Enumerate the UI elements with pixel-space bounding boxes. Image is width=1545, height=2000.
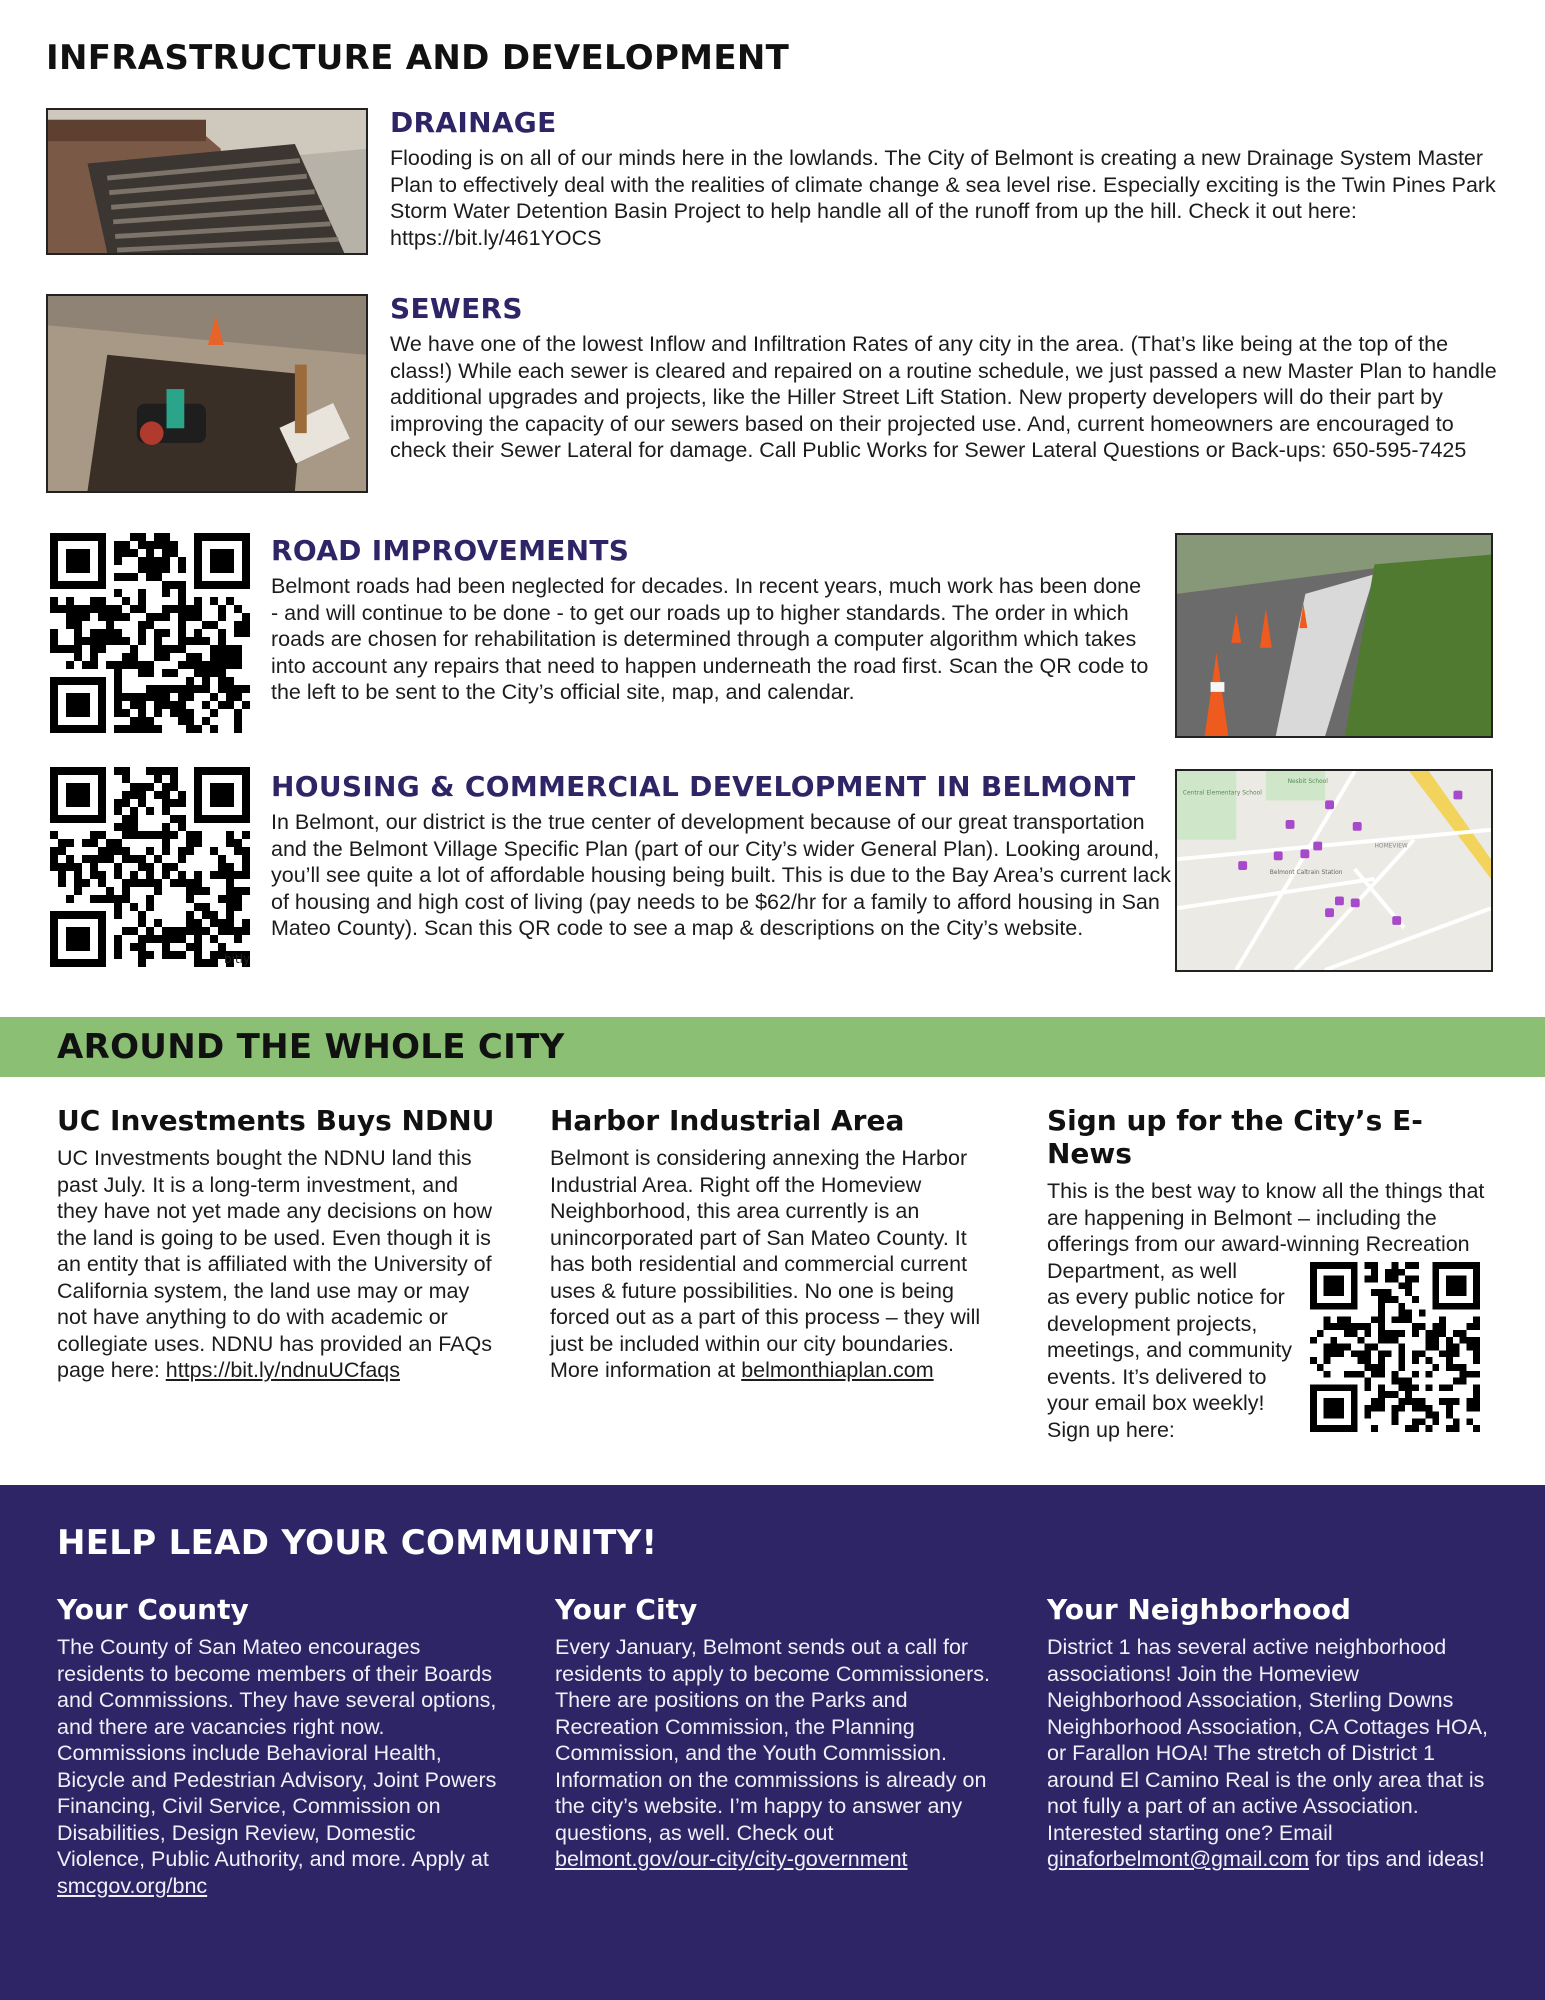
around-col-title: UC Investments Buys NDNU [57,1104,495,1137]
around-city-title: AROUND THE WHOLE CITY [57,1027,565,1067]
around-col-title: Sign up for the City’s E-News [1047,1104,1423,1170]
sewers-title: SEWERS [390,292,523,325]
smcgov-link[interactable]: smcgov.org/bnc [57,1873,208,1898]
help-col-body: Every January, Belmont sends out a call for residents to apply to become Commissioners. There are positions on the Parks and Recreation Commission, the Planning Commission, and the Youth Commission. Information on the commissions is already on the city’s website. I’m happy to answer any questions, as well. Check out [555,1635,990,1845]
road-improvements-body: Belmont roads had been neglected for decades. In recent years, much work has been done - and will continue to be done - to get our roads up to higher standards. The order in which roads are chosen for rehabilitation is determined through a computer algorithm which takes into account any repairs that need to happen underneath the road first. Scan the QR code to the left to be sent to the City’s official site, map, and calendar. [271,574,1149,704]
help-col-county [57,1593,497,1899]
help-col-body: District 1 has several active neighborhood associations! Join the Homeview Neighborhood Association, Sterling Downs Neighborhood Association, CA Cottages HOA, or Farallon HOA! The stretch of District 1 around El Camino Real is the only area that is not fully a part of an active Association. Interested starting one? Email [1047,1635,1489,1845]
qr-code-icon[interactable] [1310,1262,1480,1432]
enews-body-side: as every public notice for development projects, meetings, and community events. It’s delivered to your email box weekly! Sign up here: [1047,1285,1292,1442]
map-label-school: Nesbit School [1287,778,1328,785]
map-label-park: Central Elementary School [1182,790,1262,797]
map-label-neighborhood: HOMEVIEW [1374,843,1408,850]
email-link[interactable]: ginaforbelmont@gmail.com [1047,1847,1310,1871]
help-lead-section [0,1485,1545,2000]
help-col-neighborhood [1047,1593,1492,1873]
hia-plan-link[interactable]: belmonthiaplan.com [741,1358,934,1382]
help-col-title: Your County [57,1593,249,1626]
enews-body-top: This is the best way to know all the things that are happening in Belmont – including the offerings from our award-winning Recreation Department, as well [1047,1179,1485,1283]
road-improvements-title: ROAD IMPROVEMENTS [271,534,630,567]
sewer-excavation-photo [46,294,368,493]
help-col-tail: for tips and ideas! [1309,1847,1485,1871]
sewers-section [390,292,1500,464]
ndnu-faq-link[interactable]: https://bit.ly/ndnuUCfaqs [165,1358,401,1382]
help-col-title: Your Neighborhood [1047,1593,1351,1626]
housing-title: HOUSING & COMMERCIAL DEVELOPMENT IN BELMONT [271,770,1136,803]
help-lead-title: HELP LEAD YOUR COMMUNITY! [57,1523,658,1563]
development-map[interactable] [1175,769,1493,972]
belmont-gov-link[interactable]: belmont.gov/our-city/city-government [555,1847,908,1871]
around-col-body: Belmont is considering annexing the Harbor Industrial Area. Right off the Homeview Neighborhood, this area currently is an unincorporated part of San Mateo County. It has both residential and commercial current uses & future possibilities. No one is being forced out as a part of this process – they will just be included within our city boundaries. More information at [550,1146,981,1382]
storm-drain-photo [46,108,368,255]
page-title: INFRASTRUCTURE AND DEVELOPMENT [46,38,790,78]
around-city-banner [0,1017,1545,1077]
around-col-title: Harbor Industrial Area [550,1104,905,1137]
around-col-ucinvestments [57,1104,497,1384]
sewers-body: We have one of the lowest Inflow and Infiltration Rates of any city in the area. (That’s like being at the top of the class!) While each sewer is cleared and repaired on a routine schedule, we just passed a new Master Plan to handle additional upgrades and projects, like the Hiller Street Lift Station. New property developers will do their part by improving the capacity of our sewers based on their projected use. And, current homeowners are encouraged to check their Sewer Lateral for damage. Call Public Works for Sewer Lateral Questions or Back-ups: 650-595-7425 [390,332,1497,462]
around-col-harbor [550,1104,990,1384]
map-label-village: Belmont Caltrain Station [1269,869,1343,876]
road-cones-photo [1175,533,1493,738]
bitly-caption: bitly [224,952,251,966]
help-col-city [555,1593,995,1873]
help-col-title: Your City [555,1593,698,1626]
help-col-body: The County of San Mateo encourages residents to become members of their Boards and Commissions. They have several options, and there are vacancies right now. Commissions include Behavioral Health, Bicycle and Pedestrian Advisory, Joint Powers Financing, Civil Service, Commission on Disabilities, Design Review, Domestic Violence, Public Authority, and more. Apply at [57,1635,497,1871]
drainage-body: Flooding is on all of our minds here in the lowlands. The City of Belmont is creating a new Drainage System Master Plan to effectively deal with the realities of climate change & sea level rise. Especially exciting is the Twin Pines Park Storm Water Detention Basin Project to help handle all of the runoff from up the hill. Check it out here: https://bit.ly/461YOCS [390,146,1496,250]
qr-code-icon[interactable] [50,533,250,733]
qr-code-icon[interactable] [50,767,250,967]
drainage-title: DRAINAGE [390,106,557,139]
road-improvements-section [271,534,1151,706]
drainage-section [390,106,1500,251]
housing-section [271,770,1171,942]
around-col-body: UC Investments bought the NDNU land this past July. It is a long-term investment, and they have not yet made any decisions on how the land is going to be used. Even though it is an entity that is affiliated with the University of California system, the land use may or may not have anything to do with academic or collegiate uses. NDNU has provided an FAQs page here: [57,1146,493,1382]
housing-body: In Belmont, our district is the true center of development because of our great transportation and the Belmont Village Specific Plan (part of our City’s wider General Plan). Looking around, you’ll see quite a lot of affordable housing being built. This is due to the Bay Area’s current lack of housing and high cost of living (pay needs to be $62/hr for a family to afford housing in San Mateo County). Scan this QR code to see a map & descriptions on the City’s website. [271,810,1171,940]
